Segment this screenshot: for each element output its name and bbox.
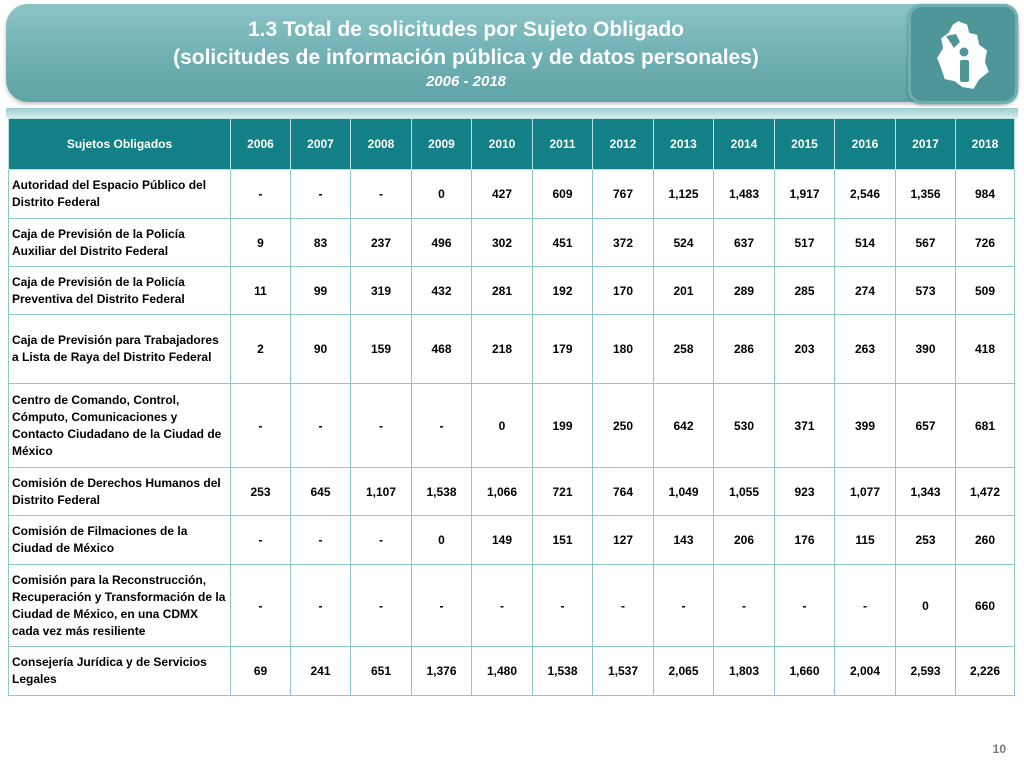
value-cell: 2,004	[835, 647, 896, 696]
value-cell: 0	[412, 516, 472, 565]
value-cell: 642	[654, 384, 714, 468]
column-header-year: 2014	[714, 119, 775, 170]
value-cell: 2	[231, 315, 291, 384]
value-cell: 241	[291, 647, 351, 696]
value-cell: 681	[956, 384, 1015, 468]
value-cell: -	[231, 170, 291, 219]
value-cell: 0	[896, 565, 956, 647]
value-cell: 115	[835, 516, 896, 565]
value-cell: 660	[956, 565, 1015, 647]
value-cell: 1,660	[775, 647, 835, 696]
value-cell: 371	[775, 384, 835, 468]
value-cell: -	[412, 565, 472, 647]
value-cell: 517	[775, 219, 835, 267]
value-cell: -	[231, 384, 291, 468]
value-cell: 399	[835, 384, 896, 468]
value-cell: 1,472	[956, 468, 1015, 516]
column-header-year: 2009	[412, 119, 472, 170]
value-cell: -	[291, 565, 351, 647]
value-cell: 1,055	[714, 468, 775, 516]
value-cell: 9	[231, 219, 291, 267]
column-header-year: 2018	[956, 119, 1015, 170]
table-row	[9, 219, 1015, 267]
column-header-year: 2011	[533, 119, 593, 170]
entity-name-cell: Comisión de Derechos Humanos del Distrito Federal	[9, 468, 231, 516]
value-cell: -	[654, 565, 714, 647]
column-header-year: 2013	[654, 119, 714, 170]
value-cell: 260	[956, 516, 1015, 565]
value-cell: 1,538	[412, 468, 472, 516]
value-cell: 263	[835, 315, 896, 384]
value-cell: 302	[472, 219, 533, 267]
value-cell: 721	[533, 468, 593, 516]
value-cell: 432	[412, 267, 472, 315]
value-cell: 418	[956, 315, 1015, 384]
value-cell: 2,593	[896, 647, 956, 696]
value-cell: 923	[775, 468, 835, 516]
value-cell: 468	[412, 315, 472, 384]
table-header-row	[9, 119, 1015, 170]
value-cell: -	[775, 565, 835, 647]
value-cell: 390	[896, 315, 956, 384]
table-row	[9, 565, 1015, 647]
value-cell: 427	[472, 170, 533, 219]
value-cell: 69	[231, 647, 291, 696]
page-number: 10	[992, 742, 1006, 756]
value-cell: 1,107	[351, 468, 412, 516]
column-header-year: 2010	[472, 119, 533, 170]
value-cell: 237	[351, 219, 412, 267]
value-cell: -	[351, 516, 412, 565]
value-cell: 509	[956, 267, 1015, 315]
value-cell: 530	[714, 384, 775, 468]
column-header-year: 2008	[351, 119, 412, 170]
column-header-year: 2007	[291, 119, 351, 170]
value-cell: 1,356	[896, 170, 956, 219]
value-cell: 319	[351, 267, 412, 315]
column-header-year: 2015	[775, 119, 835, 170]
value-cell: 258	[654, 315, 714, 384]
value-cell: 199	[533, 384, 593, 468]
value-cell: 170	[593, 267, 654, 315]
value-cell: 514	[835, 219, 896, 267]
table-row	[9, 170, 1015, 219]
value-cell: 573	[896, 267, 956, 315]
value-cell: -	[291, 170, 351, 219]
value-cell: 127	[593, 516, 654, 565]
value-cell: 179	[533, 315, 593, 384]
value-cell: 2,065	[654, 647, 714, 696]
value-cell: 1,125	[654, 170, 714, 219]
value-cell: 767	[593, 170, 654, 219]
value-cell: 1,537	[593, 647, 654, 696]
value-cell: 201	[654, 267, 714, 315]
value-cell: 726	[956, 219, 1015, 267]
value-cell: 83	[291, 219, 351, 267]
value-cell: 285	[775, 267, 835, 315]
value-cell: 151	[533, 516, 593, 565]
value-cell: 1,480	[472, 647, 533, 696]
value-cell: 286	[714, 315, 775, 384]
value-cell: 253	[231, 468, 291, 516]
value-cell: 645	[291, 468, 351, 516]
table-row	[9, 647, 1015, 696]
entity-name-cell: Comisión para la Reconstrucción, Recuperación y Transformación de la Ciudad de México, en una CDMX cada vez más resiliente	[9, 565, 231, 647]
value-cell: -	[291, 516, 351, 565]
entity-name-cell: Comisión de Filmaciones de la Ciudad de México	[9, 516, 231, 565]
value-cell: -	[351, 565, 412, 647]
value-cell: -	[351, 384, 412, 468]
value-cell: 206	[714, 516, 775, 565]
value-cell: -	[472, 565, 533, 647]
value-cell: -	[231, 565, 291, 647]
column-header-sujetos: Sujetos Obligados	[9, 119, 231, 170]
value-cell: 524	[654, 219, 714, 267]
value-cell: 984	[956, 170, 1015, 219]
title-block	[6, 16, 926, 92]
value-cell: -	[351, 170, 412, 219]
table-row	[9, 468, 1015, 516]
value-cell: 651	[351, 647, 412, 696]
value-cell: 0	[412, 170, 472, 219]
column-header-year: 2012	[593, 119, 654, 170]
value-cell: 2,226	[956, 647, 1015, 696]
value-cell: 1,483	[714, 170, 775, 219]
cdmx-map-info-logo-icon	[934, 18, 992, 92]
value-cell: 1,077	[835, 468, 896, 516]
logo	[908, 4, 1018, 104]
value-cell: -	[291, 384, 351, 468]
value-cell: 274	[835, 267, 896, 315]
value-cell: 143	[654, 516, 714, 565]
value-cell: 1,343	[896, 468, 956, 516]
value-cell: 0	[472, 384, 533, 468]
entity-name-cell: Autoridad del Espacio Público del Distrito Federal	[9, 170, 231, 219]
value-cell: -	[835, 565, 896, 647]
table-row	[9, 384, 1015, 468]
value-cell: 289	[714, 267, 775, 315]
entity-name-cell: Caja de Previsión para Trabajadores a Lista de Raya del Distrito Federal	[9, 315, 231, 384]
page-title: 1.3 Total de solicitudes por Sujeto Obligado	[248, 18, 684, 41]
entity-name-cell: Consejería Jurídica y de Servicios Legales	[9, 647, 231, 696]
value-cell: 180	[593, 315, 654, 384]
value-cell: -	[593, 565, 654, 647]
value-cell: 90	[291, 315, 351, 384]
value-cell: 1,917	[775, 170, 835, 219]
value-cell: 99	[291, 267, 351, 315]
value-cell: 567	[896, 219, 956, 267]
header-stripe	[6, 108, 1018, 118]
value-cell: 176	[775, 516, 835, 565]
column-header-year: 2016	[835, 119, 896, 170]
value-cell: 1,376	[412, 647, 472, 696]
value-cell: 451	[533, 219, 593, 267]
value-cell: -	[714, 565, 775, 647]
page-title-line2: (solicitudes de información pública y de datos personales)	[173, 46, 759, 69]
value-cell: 609	[533, 170, 593, 219]
requests-table	[8, 118, 1015, 696]
value-cell: 281	[472, 267, 533, 315]
value-cell: 496	[412, 219, 472, 267]
entity-name-cell: Caja de Previsión de la Policía Auxiliar del Distrito Federal	[9, 219, 231, 267]
table-row	[9, 516, 1015, 565]
value-cell: 637	[714, 219, 775, 267]
table-row	[9, 267, 1015, 315]
value-cell: 1,538	[533, 647, 593, 696]
column-header-year: 2006	[231, 119, 291, 170]
value-cell: 192	[533, 267, 593, 315]
value-cell: 764	[593, 468, 654, 516]
value-cell: 159	[351, 315, 412, 384]
entity-name-cell: Caja de Previsión de la Policía Preventiva del Distrito Federal	[9, 267, 231, 315]
value-cell: -	[412, 384, 472, 468]
value-cell: 149	[472, 516, 533, 565]
value-cell: 11	[231, 267, 291, 315]
value-cell: -	[533, 565, 593, 647]
entity-name-cell: Centro de Comando, Control, Cómputo, Comunicaciones y Contacto Ciudadano de la Ciudad de México	[9, 384, 231, 468]
value-cell: 1,803	[714, 647, 775, 696]
title-banner	[6, 4, 1018, 102]
value-cell: 218	[472, 315, 533, 384]
value-cell: 2,546	[835, 170, 896, 219]
value-cell: 253	[896, 516, 956, 565]
value-cell: 1,066	[472, 468, 533, 516]
value-cell: 1,049	[654, 468, 714, 516]
table-row	[9, 315, 1015, 384]
value-cell: 250	[593, 384, 654, 468]
column-header-year: 2017	[896, 119, 956, 170]
value-cell: -	[231, 516, 291, 565]
value-cell: 372	[593, 219, 654, 267]
value-cell: 203	[775, 315, 835, 384]
year-range: 2006 - 2018	[425, 73, 507, 90]
value-cell: 657	[896, 384, 956, 468]
